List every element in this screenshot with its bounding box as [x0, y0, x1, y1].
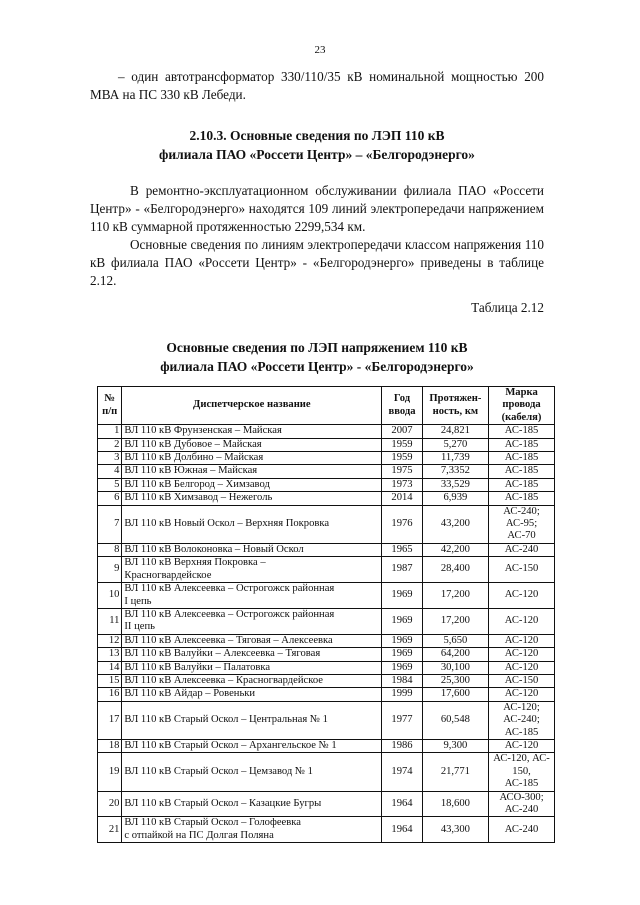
commission-year: 1964 [382, 817, 422, 843]
section-heading-line1: 2.10.3. Основные сведения по ЛЭП 110 кВ [189, 128, 445, 143]
table-row [98, 478, 555, 491]
line-length: 7,3352 [422, 465, 488, 478]
wire-grade: АС-150 [489, 557, 555, 583]
commission-year: 1969 [382, 661, 422, 674]
table-body [98, 425, 555, 843]
wire-grade: АС-185 [489, 478, 555, 491]
table-row [98, 452, 555, 465]
row-number: 16 [98, 688, 122, 701]
line-name: ВЛ 110 кВ Южная – Майская [122, 465, 382, 478]
table-row [98, 648, 555, 661]
line-length: 30,100 [422, 661, 488, 674]
commission-year: 1965 [382, 543, 422, 556]
wire-grade: АС-150 [489, 674, 555, 687]
header-year: Год ввода [382, 387, 422, 425]
paragraph-lines-count: В ремонтно-эксплуатационном обслуживании филиала ПАО «Россети Центр» - «Белгородэнерго» находятся 109 линий электропередачи напряжением 110 кВ суммарной протяженностью 2299,534 км. [90, 183, 544, 234]
commission-year: 2014 [382, 492, 422, 505]
commission-year: 1987 [382, 557, 422, 583]
line-length: 42,200 [422, 543, 488, 556]
table-row [98, 608, 555, 634]
header-length: Протяжен-ность, км [422, 387, 488, 425]
line-name: ВЛ 110 кВ Старый Оскол – Казацкие Бугры [122, 791, 382, 817]
row-number: 4 [98, 465, 122, 478]
header-wire: Марка провода (кабеля) [489, 387, 555, 425]
line-name: ВЛ 110 кВ Старый Оскол – Центральная № 1 [122, 701, 382, 739]
row-number: 12 [98, 634, 122, 647]
table-row [98, 688, 555, 701]
commission-year: 1973 [382, 478, 422, 491]
line-length: 17,600 [422, 688, 488, 701]
commission-year: 1959 [382, 452, 422, 465]
line-length: 25,300 [422, 674, 488, 687]
commission-year: 1959 [382, 438, 422, 451]
line-name: ВЛ 110 кВ Новый Оскол – Верхняя Покровка [122, 505, 382, 543]
line-name: ВЛ 110 кВ Алексеевка – Острогожск районная II цепь [122, 608, 382, 634]
wire-grade: АС-120, АС- 150, АС-185 [489, 753, 555, 791]
wire-grade: АС-240 [489, 543, 555, 556]
wire-grade: АС-120 [489, 648, 555, 661]
commission-year: 1964 [382, 791, 422, 817]
table-heading-line1: Основные сведения по ЛЭП напряжением 110 кВ [166, 340, 468, 355]
header-num: № п/п [98, 387, 122, 425]
wire-grade: АСО-300; АС-240 [489, 791, 555, 817]
table-row [98, 425, 555, 438]
row-number: 21 [98, 817, 122, 843]
wire-grade: АС-120; АС-240; АС-185 [489, 701, 555, 739]
wire-grade: АС-120 [489, 583, 555, 609]
wire-grade: АС-185 [489, 452, 555, 465]
commission-year: 1976 [382, 505, 422, 543]
wire-grade: АС-120 [489, 739, 555, 752]
table-row [98, 505, 555, 543]
line-name: ВЛ 110 кВ Старый Оскол – Архангельское № 1 [122, 739, 382, 752]
row-number: 19 [98, 753, 122, 791]
line-length: 17,200 [422, 583, 488, 609]
table-row [98, 583, 555, 609]
line-length: 18,600 [422, 791, 488, 817]
row-number: 20 [98, 791, 122, 817]
row-number: 3 [98, 452, 122, 465]
line-name: ВЛ 110 кВ Белгород – Химзавод [122, 478, 382, 491]
page-number: 23 [314, 44, 326, 56]
line-length: 5,650 [422, 634, 488, 647]
line-length: 6,939 [422, 492, 488, 505]
line-length: 43,200 [422, 505, 488, 543]
line-name: ВЛ 110 кВ Валуйки – Палатовка [122, 661, 382, 674]
row-number: 11 [98, 608, 122, 634]
commission-year: 1977 [382, 701, 422, 739]
header-name: Диспетчерское название [122, 387, 382, 425]
commission-year: 1974 [382, 753, 422, 791]
commission-year: 1969 [382, 648, 422, 661]
row-number: 9 [98, 557, 122, 583]
table-heading [90, 338, 544, 376]
wire-grade: АС-120 [489, 608, 555, 634]
row-number: 6 [98, 492, 122, 505]
wire-grade: АС-185 [489, 425, 555, 438]
row-number: 13 [98, 648, 122, 661]
commission-year: 1984 [382, 674, 422, 687]
wire-grade: АС-120 [489, 634, 555, 647]
power-lines-table [97, 386, 555, 843]
commission-year: 1999 [382, 688, 422, 701]
table-row [98, 634, 555, 647]
commission-year: 2007 [382, 425, 422, 438]
row-number: 7 [98, 505, 122, 543]
row-number: 15 [98, 674, 122, 687]
line-name: ВЛ 110 кВ Старый Оскол – Цемзавод № 1 [122, 753, 382, 791]
section-heading [90, 126, 544, 164]
wire-grade: АС-185 [489, 492, 555, 505]
line-name: ВЛ 110 кВ Айдар – Ровеньки [122, 688, 382, 701]
table-row [98, 791, 555, 817]
table-row [98, 753, 555, 791]
row-number: 17 [98, 701, 122, 739]
wire-grade: АС-240; АС-95; АС-70 [489, 505, 555, 543]
line-name: ВЛ 110 кВ Дубовое – Майская [122, 438, 382, 451]
line-name: ВЛ 110 кВ Старый Оскол – Голофеевка с отпайкой на ПС Долгая Поляна [122, 817, 382, 843]
table-row [98, 557, 555, 583]
commission-year: 1969 [382, 634, 422, 647]
wire-grade: АС-120 [489, 661, 555, 674]
line-name: ВЛ 110 кВ Фрунзенская – Майская [122, 425, 382, 438]
row-number: 5 [98, 478, 122, 491]
line-length: 60,548 [422, 701, 488, 739]
table-header-row [98, 387, 555, 425]
wire-grade: АС-185 [489, 465, 555, 478]
row-number: 18 [98, 739, 122, 752]
line-length: 21,771 [422, 753, 488, 791]
table-row [98, 817, 555, 843]
wire-grade: АС-185 [489, 438, 555, 451]
line-length: 33,529 [422, 478, 488, 491]
line-name: ВЛ 110 кВ Валуйки – Алексеевка – Тяговая [122, 648, 382, 661]
table-row [98, 739, 555, 752]
line-length: 11,739 [422, 452, 488, 465]
commission-year: 1969 [382, 608, 422, 634]
row-number: 10 [98, 583, 122, 609]
table-row [98, 438, 555, 451]
line-length: 64,200 [422, 648, 488, 661]
row-number: 8 [98, 543, 122, 556]
line-name: ВЛ 110 кВ Алексеевка – Острогожск районная I цепь [122, 583, 382, 609]
line-name: ВЛ 110 кВ Волоконовка – Новый Оскол [122, 543, 382, 556]
commission-year: 1986 [382, 739, 422, 752]
paragraph-table-reference: Основные сведения по линиям электропередачи классом напряжения 110 кВ филиала ПАО «Россети Центр» - «Белгородэнерго» приведены в таблице 2.12. [90, 237, 544, 288]
wire-grade: АС-120 [489, 688, 555, 701]
intro-paragraph: – один автотрансформатор 330/110/35 кВ номинальной мощностью 200 МВА на ПС 330 кВ Лебеди. [90, 69, 544, 102]
row-number: 2 [98, 438, 122, 451]
table-row [98, 674, 555, 687]
line-length: 9,300 [422, 739, 488, 752]
section-heading-line2: филиала ПАО «Россети Центр» – «Белгородэнерго» [159, 147, 475, 162]
line-length: 24,821 [422, 425, 488, 438]
line-name: ВЛ 110 кВ Верхняя Покровка – Красногвардейское [122, 557, 382, 583]
table-label: Таблица 2.12 [471, 300, 544, 315]
commission-year: 1975 [382, 465, 422, 478]
table-row [98, 661, 555, 674]
row-number: 1 [98, 425, 122, 438]
line-name: ВЛ 110 кВ Химзавод – Нежеголь [122, 492, 382, 505]
wire-grade: АС-240 [489, 817, 555, 843]
line-name: ВЛ 110 кВ Долбино – Майская [122, 452, 382, 465]
line-length: 5,270 [422, 438, 488, 451]
line-length: 17,200 [422, 608, 488, 634]
line-name: ВЛ 110 кВ Алексеевка – Красногвардейское [122, 674, 382, 687]
table-row [98, 543, 555, 556]
table-row [98, 465, 555, 478]
line-name: ВЛ 110 кВ Алексеевка – Тяговая – Алексеевка [122, 634, 382, 647]
commission-year: 1969 [382, 583, 422, 609]
table-heading-line2: филиала ПАО «Россети Центр» - «Белгородэнерго» [160, 359, 474, 374]
line-length: 43,300 [422, 817, 488, 843]
line-length: 28,400 [422, 557, 488, 583]
table-row [98, 701, 555, 739]
row-number: 14 [98, 661, 122, 674]
table-row [98, 492, 555, 505]
